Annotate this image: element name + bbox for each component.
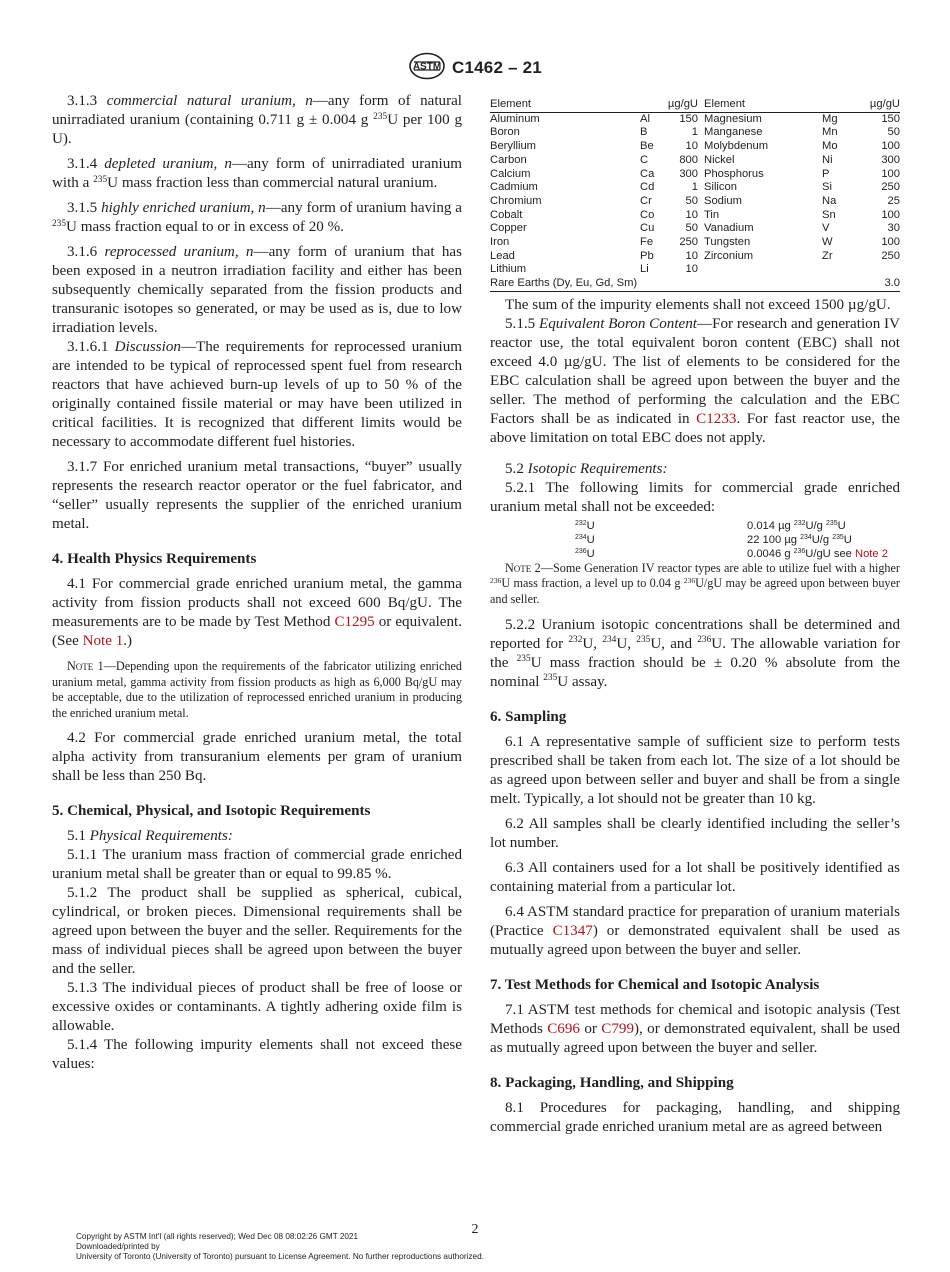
col-element-2: Element: [698, 98, 822, 112]
note-2-link[interactable]: Note 2: [855, 547, 888, 560]
element-name: Boron: [490, 126, 520, 139]
element-symbol: Pb: [640, 249, 654, 262]
section-6-2: 6.2 All samples shall be clearly identified including the seller’s lot number.: [490, 815, 900, 851]
section-5-1-4: 5.1.4 The following impurity elements shall not exceed these values:: [52, 1037, 462, 1073]
element-symbol: [822, 263, 850, 277]
table-row: [490, 209, 900, 223]
element-name: Copper: [490, 222, 527, 235]
element-name: Sodium: [704, 194, 742, 207]
isotope-name: $^{236}$U: [575, 547, 595, 560]
element-limit: 25: [887, 194, 900, 207]
section-5-1-2: 5.1.2 The product shall be supplied as spherical, cubical, cylindrical, or broken pieces. Dimensional requirements shall be agreed upon between the buyer and the seller. Requirements for the mass of individual pieces shall be agreed upon between the buyer and the seller.: [52, 885, 462, 978]
section-6-1: 6.1 A representative sample of sufficient size to perform tests prescribed shall be taken from each lot. The size of a lot should be as agreed upon between seller and buyer and shall be from a single melt. Typically, a lot should not be greater than 10 kg.: [490, 733, 900, 807]
heading-section-7: 7. Test Methods for Chemical and Isotopic Analysis: [490, 976, 820, 993]
element-name: Nickel: [704, 153, 735, 166]
element-name: Molybdenum: [704, 140, 769, 153]
heading-section-5: 5. Chemical, Physical, and Isotopic Requirements: [52, 803, 371, 820]
ref-c799-link[interactable]: C799: [601, 1020, 634, 1037]
col-symbol-1: [640, 98, 664, 112]
page-header: [0, 56, 950, 86]
impurity-sum: The sum of the impurity elements shall not exceed 1500 µg/gU.: [505, 296, 891, 313]
element-name: Beryllium: [490, 140, 537, 153]
section-3-1-4: 3.1.4 depleted uranium, n—any form of unirradiated uranium with a $^{235}$U mass fraction less than commercial natural uranium.: [52, 156, 462, 191]
heading-section-4: 4. Health Physics Requirements: [52, 551, 257, 567]
ref-c696-link[interactable]: C696: [547, 1020, 580, 1037]
element-limit: 250: [881, 181, 900, 194]
table-row: [490, 222, 900, 236]
element-symbol: C: [640, 153, 649, 166]
element-name: Lead: [490, 249, 515, 262]
element-symbol: W: [822, 236, 833, 249]
rare-earths-label: Rare Earths (Dy, Eu, Gd, Sm): [490, 277, 638, 290]
page-number: 2: [471, 1222, 479, 1237]
element-limit: 250: [881, 249, 900, 262]
section-6-3: 6.3 All containers used for a lot shall be positively identified as containing material from a particular lot.: [490, 859, 900, 895]
section-5-2-2: 5.2.2 Uranium isotopic concentrations shall be determined and reported for $^{232}$U, $^{234}$U, $^{235}$U, and $^{236}$U. The allowable variation for the $^{235}$U mass fraction should be ± 0.20 % absolute from the nominal $^{235}$U assay.: [490, 616, 901, 690]
element-limit: 800: [679, 153, 698, 166]
section-5-1-3: 5.1.3 The individual pieces of product shall be free of loose or excessive oxides or contaminants. A tightly adhering oxide film is allowable.: [52, 980, 462, 1035]
section-3-1-3: 3.1.3 commercial natural uranium, n—any form of natural unirradiated uranium (containing 0.711 g ± 0.004 g $^{235}$U per 100 g U).: [52, 93, 463, 147]
element-symbol: Mn: [822, 126, 838, 139]
section-5-1: 5.1 Physical Requirements:: [67, 828, 233, 845]
section-5-1-5: 5.1.5 Equivalent Boron Content—For research and generation IV reactor use, the total equivalent boron content (EBC) shall not exceed 4.0 µg/gU. The list of elements to be considered for the EBC calculation shall be agreed upon between the buyer and the seller. The method of performing the calculation and the EBC Factors shall be as indicated in C1233. For fast reactor use, the above limitation on total EBC does not apply.: [490, 315, 900, 446]
document-id: C1462 – 21: [452, 58, 542, 77]
element-limit: 50: [887, 126, 900, 139]
element-symbol: Si: [822, 181, 832, 194]
right-column: [490, 98, 900, 1143]
ref-c1295-link[interactable]: C1295: [334, 614, 375, 630]
element-limit: 50: [685, 194, 698, 207]
element-symbol: B: [640, 126, 648, 139]
isotope-limit: 0.0046 g $^{236}$U/gU see Note 2: [747, 547, 888, 560]
section-3-1-7: 3.1.7 For enriched uranium metal transactions, “buyer” usually represents the research reactor operator or the fuel fabricator, and “seller” usually represents the supplier of the enriched uranium metal.: [52, 459, 462, 532]
left-column: [52, 92, 462, 1074]
isotope-name: $^{234}$U: [575, 533, 595, 546]
element-name: Manganese: [704, 126, 763, 139]
section-7-1: 7.1 ASTM test methods for chemical and isotopic analysis (Test Methods C696 or C799), or demonstrated equivalent, shall be used as mutually agreed upon between the buyer and seller.: [490, 1001, 901, 1056]
element-name: Iron: [490, 236, 510, 249]
ref-c1347-link[interactable]: C1347: [552, 922, 593, 939]
footer-line-2: Downloaded/printed by: [76, 1242, 160, 1251]
element-limit: 300: [881, 153, 900, 166]
col-symbol-2: [822, 98, 850, 112]
element-limit: 100: [881, 167, 900, 180]
heading-section-6: 6. Sampling: [490, 708, 567, 725]
element-limit: 250: [679, 236, 698, 249]
element-name: Vanadium: [704, 222, 754, 235]
table-row: [490, 112, 900, 126]
table-row: [490, 140, 900, 154]
table-row: [490, 263, 900, 277]
isotope-name: $^{232}$U: [575, 519, 595, 532]
element-symbol: Sn: [822, 208, 836, 221]
impurity-table-header: [490, 98, 900, 112]
element-name: Aluminum: [490, 112, 540, 125]
element-limit: 50: [685, 222, 698, 235]
table-row: [490, 168, 900, 182]
note-1: Note 1—Depending upon the requirements of the fabricator utilizing enriched uranium metal, gamma activity from fission products as high as 6,000 Bq/gU may be acceptable, due to the utilization of reprocessed enriched uranium in producing the enriched uranium metal.: [52, 659, 462, 720]
table-row: [490, 154, 900, 168]
table-row: [490, 195, 900, 209]
col-element-1: Element: [490, 98, 640, 112]
element-name: Zirconium: [704, 249, 754, 262]
element-limit: 1: [691, 181, 698, 194]
element-symbol: Mg: [822, 112, 838, 125]
element-limit: 100: [881, 208, 900, 221]
rare-earths-value: 3.0: [884, 277, 900, 290]
element-limit: 10: [685, 208, 698, 221]
element-name: Lithium: [490, 263, 527, 276]
element-symbol: Ni: [822, 153, 833, 166]
element-symbol: Mo: [822, 140, 838, 153]
element-symbol: Fe: [640, 236, 654, 249]
element-limit: 150: [679, 112, 698, 125]
element-name: Carbon: [490, 153, 527, 166]
astm-logo-icon: [408, 52, 446, 80]
section-6-4: 6.4 ASTM standard practice for preparation of uranium materials (Practice C1347) or demonstrated equivalent shall be used as mutually agreed upon between the buyer and seller.: [490, 903, 901, 958]
col-ugg-2: µg/gU: [850, 98, 900, 112]
section-3-1-6: 3.1.6 reprocessed uranium, n—any form of uranium that has been exposed in a neutron irradiation facility and either has been subsequently chemically separated from the fission products and transuranic isotopes so generated, or may be used as is, due to low irradiation levels.: [52, 244, 462, 336]
section-8-1: 8.1 Procedures for packaging, handling, and shipping commercial grade enriched uranium metal are as agreed between: [490, 1099, 900, 1135]
element-name: Phosphorus: [704, 167, 764, 180]
element-symbol: Cu: [640, 222, 655, 235]
element-name: Cadmium: [490, 181, 538, 194]
element-limit: 1: [691, 126, 698, 139]
ref-c1233-link[interactable]: C1233: [696, 410, 737, 427]
element-symbol: Li: [640, 263, 649, 276]
table-row: [490, 250, 900, 264]
isotope-limit: 0.014 µg $^{232}$U/g $^{235}$U: [747, 519, 846, 532]
isotope-limit: 22 100 µg $^{234}$U/g $^{235}$U: [747, 533, 852, 546]
element-limit: 100: [881, 236, 900, 249]
impurity-table-body: [490, 112, 900, 277]
element-limit: 150: [881, 112, 900, 125]
section-4-2: 4.2 For commercial grade enriched uranium metal, the total alpha activity from transuranium elements per gram of uranium shall be less than 250 Bq.: [52, 730, 462, 785]
col-ugg-1: µg/gU: [664, 98, 698, 112]
element-symbol: P: [822, 167, 830, 180]
table-row: [490, 533, 900, 547]
element-symbol: Ca: [640, 167, 655, 180]
element-symbol: Co: [640, 208, 655, 221]
element-limit: 100: [881, 140, 900, 153]
element-limit: 300: [679, 167, 698, 180]
element-limit: 10: [685, 263, 698, 276]
section-5-1-1: 5.1.1 The uranium mass fraction of commercial grade enriched uranium metal shall be greater than or equal to 99.85 %.: [52, 847, 462, 883]
section-3-1-6-1: 3.1.6.1 Discussion—The requirements for reprocessed uranium are intended to be typical of reprocessed spent fuel from research reactors that have achieved burn-up levels of up to 50 % of the originally contained fissile material or may have been utilized in critical facilities. It is recognized that different limits would be necessary to accommodate different fuel histories.: [52, 339, 462, 450]
element-name: Cobalt: [490, 208, 523, 221]
isotopic-limits-table: [490, 519, 900, 561]
element-symbol: Zr: [822, 249, 833, 262]
table-row: [490, 181, 900, 195]
element-limit: 30: [887, 222, 900, 235]
element-symbol: V: [822, 222, 830, 235]
table-row: [490, 277, 900, 291]
section-5-2: 5.2 Isotopic Requirements:: [505, 460, 668, 477]
section-5-2-1: 5.2.1 The following limits for commercial grade enriched uranium metal shall not be exceeded:: [490, 479, 900, 515]
element-name: Magnesium: [704, 112, 762, 125]
element-limit: 10: [685, 249, 698, 262]
copyright-footer: [76, 1232, 484, 1262]
table-row: [490, 236, 900, 250]
impurity-table: [490, 98, 900, 292]
element-name: [698, 263, 822, 277]
note-1-link[interactable]: Note 1: [82, 633, 124, 649]
element-symbol: Cd: [640, 181, 655, 194]
element-name: Chromium: [490, 194, 542, 207]
element-limit: [850, 263, 900, 277]
table-row: [490, 547, 900, 561]
footer-line-3: University of Toronto (University of Toronto) pursuant to License Agreement. No further reproductions authorized.: [76, 1252, 484, 1261]
element-symbol: Al: [640, 112, 650, 125]
element-symbol: Cr: [640, 194, 652, 207]
table-row: [490, 126, 900, 140]
element-limit: 10: [685, 140, 698, 153]
footer-line-1: Copyright by ASTM Int'l (all rights reserved); Wed Dec 08 08:02:26 GMT 2021: [76, 1232, 359, 1241]
note-2: Note 2—Some Generation IV reactor types are able to utilize fuel with a higher $^{236}$U mass fraction, a level up to 0.04 g $^{236}$U/gU may be agreed upon between buyer and seller.: [490, 560, 900, 607]
element-name: Calcium: [490, 167, 531, 180]
section-4-1: 4.1 For commercial grade enriched uranium metal, the gamma activity from fission products shall not exceed 600 Bq/gU. The measurements are to be made by Test Method C1295 or equivalent. (See Note 1.): [52, 576, 462, 649]
element-name: Tin: [704, 208, 720, 221]
svg-text:ASTM: ASTM: [412, 61, 442, 73]
heading-section-8: 8. Packaging, Handling, and Shipping: [490, 1074, 734, 1091]
element-symbol: Na: [822, 194, 837, 207]
section-3-1-5: 3.1.5 highly enriched uranium, n—any form of uranium having a $^{235}$U mass fraction equal to or in excess of 20 %.: [52, 200, 463, 235]
element-name: Tungsten: [704, 236, 751, 249]
table-row: [490, 519, 900, 533]
element-symbol: Be: [640, 140, 654, 153]
element-name: Silicon: [704, 181, 737, 194]
